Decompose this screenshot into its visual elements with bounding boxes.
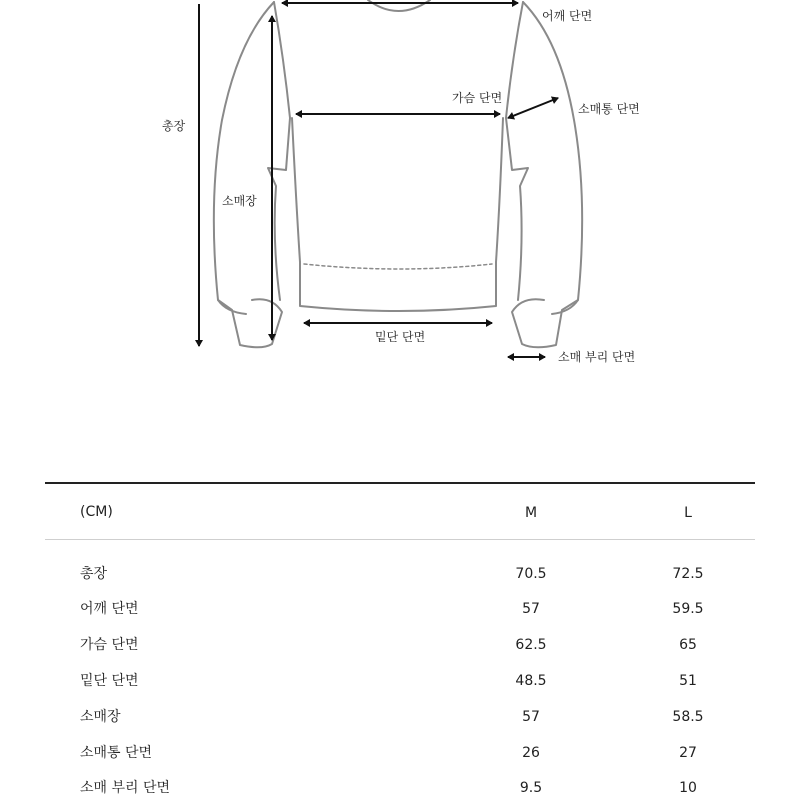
sleeve-width-arrow [508, 98, 558, 118]
cuff-label: 소매 부리 단면 [558, 350, 636, 364]
row-value-l: 10 [679, 780, 697, 796]
chest-label: 가슴 단면 [452, 91, 503, 105]
row-value-m: 70.5 [515, 566, 547, 582]
size-header-l: L [684, 505, 692, 521]
total-length-label: 총장 [162, 119, 186, 133]
row-value-l: 65 [679, 637, 697, 653]
row-label: 어깨 단면 [80, 601, 139, 617]
row-value-m: 26 [522, 745, 540, 761]
row-value-m: 9.5 [519, 780, 543, 796]
row-value-m: 57 [522, 709, 540, 725]
row-value-l: 72.5 [672, 566, 704, 582]
row-value-m: 57 [522, 601, 540, 617]
row-value-l: 58.5 [672, 709, 704, 725]
row-label: 밑단 단면 [80, 673, 139, 689]
sleeve-width-label: 소매통 단면 [578, 102, 640, 116]
row-value-m: 48.5 [515, 673, 547, 689]
row-value-l: 59.5 [672, 601, 704, 617]
row-value-m: 62.5 [515, 637, 547, 653]
row-value-l: 51 [679, 673, 697, 689]
row-label: 총장 [80, 566, 108, 582]
unit-header: (CM) [80, 504, 113, 520]
sleeve-length-label: 소매장 [222, 194, 257, 208]
row-value-l: 27 [679, 745, 697, 761]
row-label: 소매장 [80, 709, 121, 725]
sweatshirt-outline [214, 0, 582, 347]
measurement-arrows [199, 3, 558, 357]
row-label: 가슴 단면 [80, 637, 139, 653]
row-label: 소매 부리 단면 [80, 780, 171, 796]
header-divider [45, 539, 755, 540]
hem-label: 밑단 단면 [375, 330, 426, 344]
row-label: 소매통 단면 [80, 745, 153, 761]
size-header-m: M [524, 505, 538, 521]
table-top-rule [45, 482, 755, 484]
shoulder-label: 어깨 단면 [542, 9, 593, 23]
